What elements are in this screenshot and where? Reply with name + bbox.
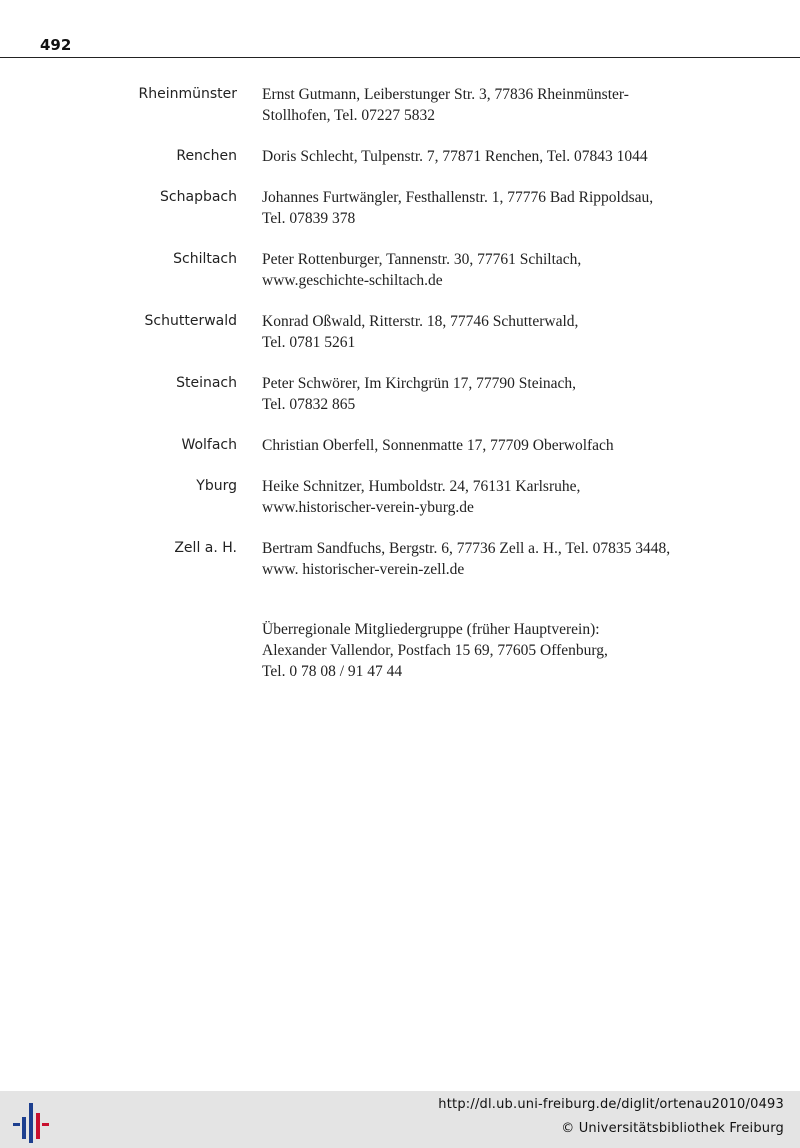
entry-detail-line: Ernst Gutmann, Leiberstunger Str. 3, 77836 Rheinmünster-	[262, 86, 629, 103]
entry-detail-line: Konrad Oßwald, Ritterstr. 18, 77746 Schutterwald,	[262, 313, 579, 330]
regional-group	[262, 619, 762, 682]
entry-details	[262, 187, 762, 229]
entry-place: Steinach	[176, 375, 237, 391]
entry-details	[262, 84, 762, 126]
regional-line: Überregionale Mitgliedergruppe (früher Hauptverein):	[262, 621, 600, 638]
source-url-link[interactable]: http://dl.ub.uni-freiburg.de/diglit/ortenau2010/0493	[438, 1097, 784, 1112]
entry-detail-line: Doris Schlecht, Tulpenstr. 7, 77871 Renchen, Tel. 07843 1044	[262, 148, 648, 165]
regional-line: Alexander Vallendor, Postfach 15 69, 77605 Offenburg,	[262, 642, 608, 659]
entry-place: Rheinmünster	[138, 86, 237, 102]
entry-detail-line: Peter Schwörer, Im Kirchgrün 17, 77790 Steinach,	[262, 375, 577, 392]
entry-row	[0, 538, 800, 580]
entry-place: Schiltach	[173, 251, 237, 267]
entry-detail-line: Tel. 07832 865	[262, 396, 356, 413]
entry-detail-line: Peter Rottenburger, Tannenstr. 30, 77761 Schiltach,	[262, 251, 582, 268]
entry-place: Wolfach	[181, 437, 237, 453]
page-number: 492	[40, 36, 72, 54]
entry-details	[262, 538, 762, 580]
entry-detail-line: Heike Schnitzer, Humboldstr. 24, 76131 Karlsruhe,	[262, 478, 581, 495]
entry-details	[262, 311, 762, 353]
entry-row	[0, 249, 800, 291]
entry-row	[0, 476, 800, 518]
ub-freiburg-logo-icon[interactable]	[10, 1099, 50, 1143]
regional-line: Tel. 0 78 08 / 91 47 44	[262, 663, 403, 680]
entry-place: Yburg	[196, 478, 237, 494]
entry-list	[0, 84, 800, 600]
entry-details	[262, 146, 762, 167]
entry-details	[262, 373, 762, 415]
entry-detail-line: www. historischer-verein-zell.de	[262, 561, 465, 578]
entry-detail-line: Tel. 07839 378	[262, 210, 356, 227]
entry-details	[262, 476, 762, 518]
entry-row	[0, 84, 800, 126]
entry-place: Renchen	[176, 148, 237, 164]
entry-details	[262, 249, 762, 291]
entry-row	[0, 146, 800, 167]
entry-detail-line: Christian Oberfell, Sonnenmatte 17, 77709 Oberwolfach	[262, 437, 614, 454]
header-rule	[0, 57, 800, 58]
entry-details	[262, 435, 762, 456]
entry-detail-line: Stollhofen, Tel. 07227 5832	[262, 107, 435, 124]
entry-detail-line: Tel. 0781 5261	[262, 334, 356, 351]
entry-place: Zell a. H.	[174, 540, 237, 556]
entry-place: Schutterwald	[144, 313, 237, 329]
entry-row	[0, 187, 800, 229]
entry-row	[0, 311, 800, 353]
entry-detail-line: www.geschichte-schiltach.de	[262, 272, 443, 289]
entry-row	[0, 373, 800, 415]
copyright-text: © Universitätsbibliothek Freiburg	[561, 1121, 784, 1136]
entry-detail-line: Bertram Sandfuchs, Bergstr. 6, 77736 Zell a. H., Tel. 07835 3448,	[262, 540, 671, 557]
entry-place: Schapbach	[160, 189, 237, 205]
footer-bar	[0, 1091, 800, 1148]
entry-row	[0, 435, 800, 456]
entry-detail-line: Johannes Furtwängler, Festhallenstr. 1, 77776 Bad Rippoldsau,	[262, 189, 654, 206]
entry-detail-line: www.historischer-verein-yburg.de	[262, 499, 474, 516]
